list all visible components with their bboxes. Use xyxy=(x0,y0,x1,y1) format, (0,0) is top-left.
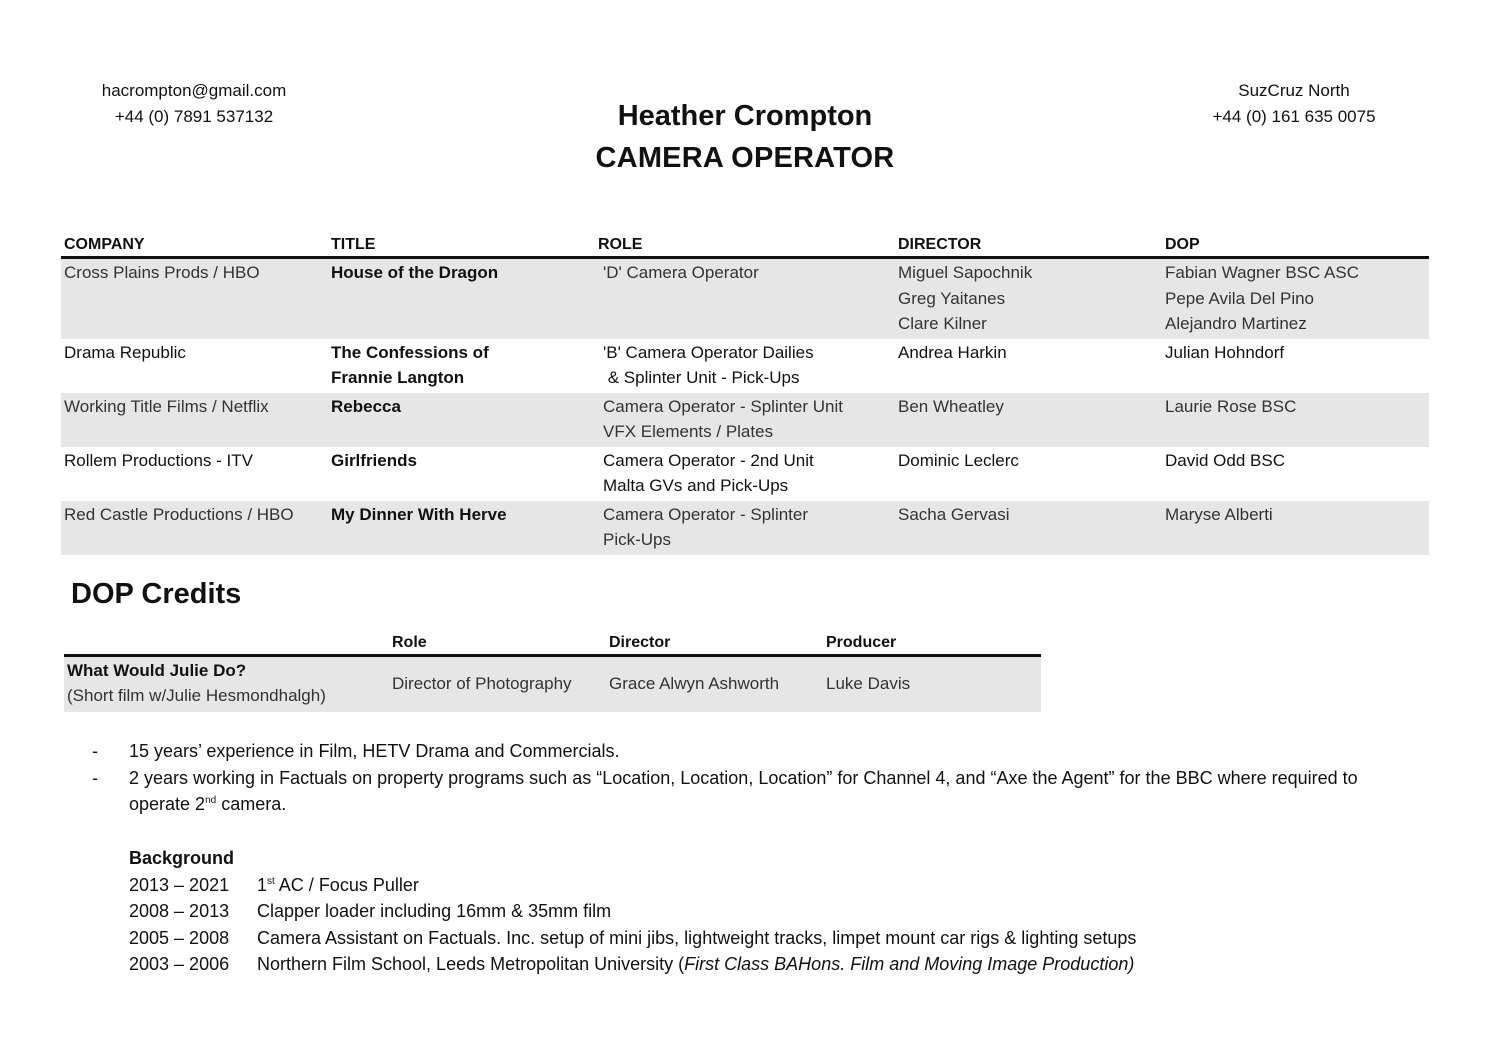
contact-left xyxy=(60,78,328,130)
phone-text: +44 (0) 7891 537132 xyxy=(114,107,274,126)
text-part: 1 xyxy=(257,874,268,895)
background-text: Camera Assistant on Factuals. Inc. setup of mini jibs, lightweight tracks, limpet mount car rigs & lighting setups xyxy=(257,927,1137,948)
director-line: Andrea Harkin xyxy=(898,342,1007,362)
dop-cell xyxy=(1162,339,1429,393)
dop-credits-heading: DOP Credits xyxy=(71,578,242,610)
project-title: What Would Julie Do? xyxy=(67,661,247,680)
director-line: Greg Yaitanes xyxy=(898,288,1006,308)
dop-cell xyxy=(1162,393,1429,447)
role-line: VFX Elements / Plates xyxy=(603,422,774,441)
role-line: Malta GVs and Pick-Ups xyxy=(603,476,789,495)
column-header: Producer xyxy=(823,630,1041,656)
contact-right xyxy=(1160,78,1428,130)
table-row xyxy=(64,656,1041,713)
column-header: TITLE xyxy=(328,232,595,258)
dop-line: Alejandro Martinez xyxy=(1165,314,1307,333)
director-line: Dominic Leclerc xyxy=(898,450,1019,470)
background-heading: Background xyxy=(129,848,235,868)
experience-list xyxy=(92,738,1402,818)
role-line: & Splinter Unit - Pick-Ups xyxy=(603,368,800,387)
column-header: Role xyxy=(389,630,606,656)
company-cell: Drama Republic xyxy=(64,342,186,362)
table-row xyxy=(61,501,1429,555)
role-line: Camera Operator - Splinter Unit xyxy=(603,396,843,416)
role-cell xyxy=(595,258,895,339)
director-cell xyxy=(895,393,1162,447)
dop-line: Julian Hohndorf xyxy=(1165,342,1285,362)
title-line: My Dinner With Herve xyxy=(331,504,507,524)
dop-line: Pepe Avila Del Pino xyxy=(1165,288,1315,308)
title-line: Frannie Langton xyxy=(331,368,465,387)
bullet-dash: - xyxy=(92,767,98,788)
title-cell xyxy=(328,393,595,447)
list-item xyxy=(129,872,1136,899)
director-cell: Grace Alwyn Ashworth xyxy=(606,656,823,713)
job-title: CAMERA OPERATOR xyxy=(595,142,895,174)
role-line: Camera Operator - 2nd Unit xyxy=(603,450,814,470)
column-header: COMPANY xyxy=(61,232,328,258)
role-cell xyxy=(595,501,895,555)
list-item xyxy=(129,925,1136,952)
bullet-text-main: 2 years working in Factuals on property programs such as “Location, Location, Location” for Channel 4, and “Axe the Agent” for the BBC where required to operate 2 xyxy=(129,767,1358,814)
title-line: The Confessions of xyxy=(331,342,489,362)
project-note: (Short film w/Julie Hesmondhalgh) xyxy=(67,686,326,705)
director-cell xyxy=(895,258,1162,339)
role-cell xyxy=(595,339,895,393)
company-cell: Rollem Productions - ITV xyxy=(64,450,253,470)
role-cell xyxy=(595,393,895,447)
project-cell xyxy=(64,656,389,713)
dop-credits-table xyxy=(64,630,1041,712)
dop-line: Maryse Alberti xyxy=(1165,504,1273,524)
table-row xyxy=(61,447,1429,501)
column-header: Director xyxy=(606,630,823,656)
role-line: 'B' Camera Operator Dailies xyxy=(603,342,814,362)
years-range: 2013 – 2021 xyxy=(129,874,230,895)
years-range: 2008 – 2013 xyxy=(129,901,230,922)
column-header: DOP xyxy=(1162,232,1429,258)
years-range: 2005 – 2008 xyxy=(129,927,230,948)
role-line: 'D' Camera Operator xyxy=(603,263,759,282)
bullet-text: 15 years’ experience in Film, HETV Drama and Commercials. xyxy=(129,741,620,761)
company-cell: Cross Plains Prods / HBO xyxy=(61,258,328,339)
director-line: Sacha Gervasi xyxy=(898,504,1010,524)
company-cell: Working Title Films / Netflix xyxy=(61,393,328,447)
ordinal-suffix: nd xyxy=(205,795,217,806)
credits-table xyxy=(61,232,1429,555)
list-item xyxy=(92,765,1402,818)
dop-line: Laurie Rose BSC xyxy=(1165,396,1297,416)
director-cell xyxy=(895,339,1162,393)
director-cell xyxy=(895,447,1162,501)
agency-phone: +44 (0) 161 635 0075 xyxy=(1212,107,1376,126)
background-section xyxy=(129,845,1136,978)
title-cell xyxy=(328,501,595,555)
bullet-text-end: camera. xyxy=(216,794,287,814)
role-line: Camera Operator - Splinter xyxy=(603,504,809,524)
title-line: Girlfriends xyxy=(331,450,417,470)
credits-header-row xyxy=(61,232,1429,258)
table-row xyxy=(61,393,1429,447)
director-line: Miguel Sapochnik xyxy=(898,263,1033,282)
role-cell: Director of Photography xyxy=(389,656,606,713)
dop-line: David Odd BSC xyxy=(1165,450,1285,470)
director-cell xyxy=(895,501,1162,555)
page-header xyxy=(445,96,1045,180)
table-row xyxy=(61,339,1429,393)
director-line: Clare Kilner xyxy=(898,314,987,333)
title-cell xyxy=(328,447,595,501)
list-item xyxy=(129,898,1136,925)
text-part: Northern Film School, Leeds Metropolitan University ( xyxy=(257,954,685,975)
dop-header-row xyxy=(64,630,1041,656)
producer-cell: Luke Davis xyxy=(823,656,1041,713)
ordinal-suffix: st xyxy=(267,875,275,887)
company-cell: Red Castle Productions / HBO xyxy=(61,501,328,555)
agency-name: SuzCruz North xyxy=(1238,81,1350,100)
bullet-dash: - xyxy=(92,741,98,761)
background-text: Clapper loader including 16mm & 35mm film xyxy=(257,901,612,922)
bullet-text xyxy=(129,765,1402,818)
dop-cell xyxy=(1162,447,1429,501)
title-line: House of the Dragon xyxy=(331,263,499,282)
director-line: Ben Wheatley xyxy=(898,396,1004,416)
column-header xyxy=(64,630,389,656)
background-text xyxy=(257,872,419,899)
title-cell xyxy=(328,339,595,393)
column-header: ROLE xyxy=(595,232,895,258)
column-header: DIRECTOR xyxy=(895,232,1162,258)
background-text xyxy=(257,951,1134,978)
degree-text: First Class BAHons. Film and Moving Image Production) xyxy=(684,954,1135,975)
person-name: Heather Crompton xyxy=(617,100,873,132)
email-text: hacrompton@gmail.com xyxy=(101,81,287,100)
title-cell xyxy=(328,258,595,339)
role-line: Pick-Ups xyxy=(603,530,672,549)
role-cell xyxy=(595,447,895,501)
dop-line: Fabian Wagner BSC ASC xyxy=(1165,263,1360,282)
dop-cell xyxy=(1162,258,1429,339)
list-item xyxy=(129,951,1136,978)
dop-cell xyxy=(1162,501,1429,555)
title-line: Rebecca xyxy=(331,396,401,416)
table-row xyxy=(61,258,1429,339)
years-range: 2003 – 2006 xyxy=(129,954,230,975)
text-part: AC / Focus Puller xyxy=(274,874,419,895)
list-item xyxy=(92,738,1402,765)
